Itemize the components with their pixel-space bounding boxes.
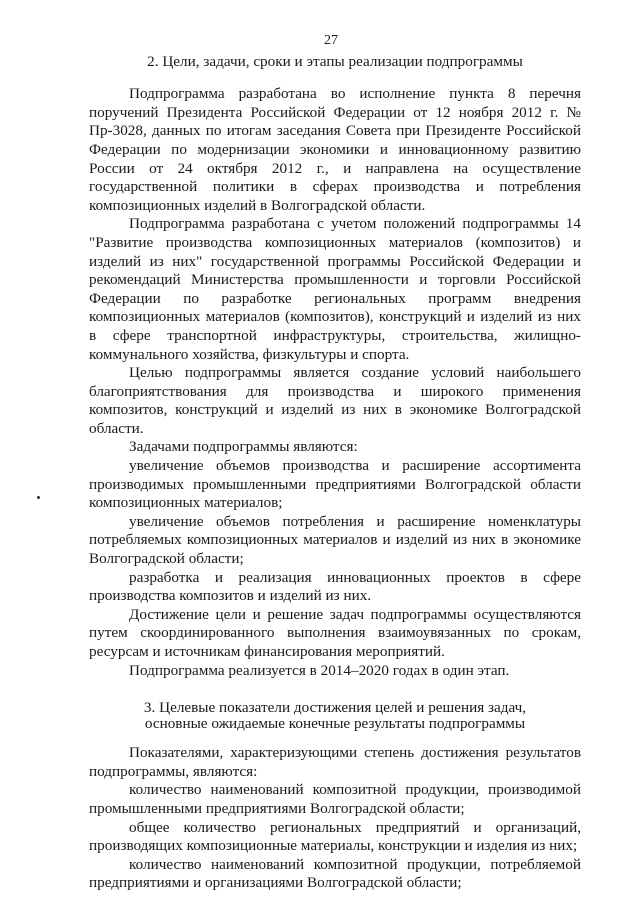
section-2-task-item: увеличение объемов производства и расширение ассортимента производимых промышленными предприятиями Волгоградской области композиционных материалов; [89,457,581,512]
page-number: 27 [324,33,338,48]
section-2-task-item: увеличение объемов потребления и расширение номенклатуры потребляемых композиционных материалов и изделий из них в экономике Волгоградской области; [89,512,581,568]
section-2-paragraph: Достижение цели и решение задач подпрограммы осуществляются путем скоординированного выполнения взаимоувязанных по срокам, ресурсам и источникам финансирования мероприятий. [89,605,581,660]
section-2-paragraph: Подпрограмма разработана во исполнение пункта 8 перечня поручений Президента Российской Федерации от 12 ноября 2012 г. № Пр-3028, данных по итогам заседания Совета при Президенте Российской Федерации по модернизации экономики и инновационному развитию России от 24 октября 2012 г., и направлена на осуществление государственной политики в сферах производства и потребления композиционных изделий в Волгоградской области. [89,85,581,214]
document-page [89,32,581,893]
section-2-paragraph: Задачами подпрограммы являются: [129,438,358,456]
section-2-heading: 2. Цели, задачи, сроки и этапы реализации подпрограммы [147,52,523,70]
section-3-indicator-item: общее количество региональных предприятий и организаций, производящих композиционные материалы, конструкции и изделия из них; [89,818,581,855]
section-3-heading [89,700,581,732]
section-3-indicator-item: количество наименований композитной продукции, потребляемой предприятиями и организациями Волгоградской области; [89,855,581,892]
section-3-indicator-item: количество наименований композитной продукции, производимой промышленными предприятиями Волгоградской области; [89,781,581,817]
section-3-paragraph: Показателями, характеризующими степень достижения результатов подпрограммы, являются: [89,744,581,780]
section-2-paragraph: Подпрограмма разработана с учетом положений подпрограммы 14 "Развитие производства композиционных материалов (композитов) и изделий из них" государственной программы Российской Федерации и рекомендаций Министерства промышленности и торговли Российской Федерации по разработке региональных программ внедрения композиционных материалов (композитов), конструкций и изделий из них в сфере транспортной инфраструктуры, строительства, жилищно-коммунального хозяйства, физкультуры и спорта. [89,215,581,363]
scan-artifact-dot [37,496,40,499]
section-2-paragraph: Подпрограмма реализуется в 2014–2020 годах в один этап. [129,661,510,679]
section-3-heading-line-1: 3. Целевые показатели достижения целей и решения задач, [143,699,527,717]
section-2-task-item: разработка и реализация инновационных проектов в сфере производства композитов и изделий из них. [89,568,581,605]
section-2-paragraph: Целью подпрограммы является создание условий наибольшего благоприятствования для производства и широкого применения композитов, конструкций и изделий из них в экономике Волгоградской области. [89,364,581,437]
section-3-heading-line-2: основные ожидаемые конечные результаты подпрограммы [144,715,526,733]
